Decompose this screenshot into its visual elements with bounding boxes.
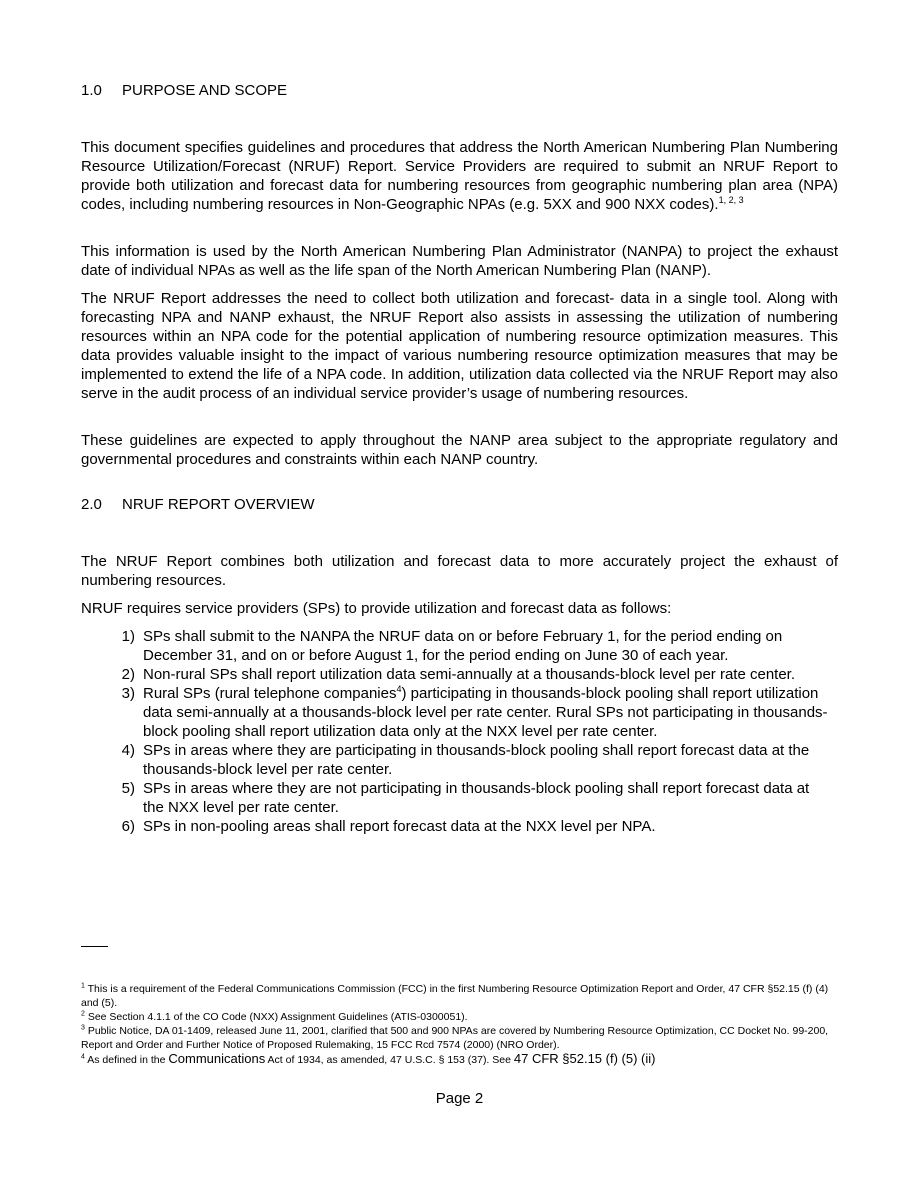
purpose-paragraph-1: This document specifies guidelines and procedures that address the North American Numbering Plan Numbering Resource Utilization/Forecast (NRUF) Report. Service Providers are required to submit an NRUF Report to provide both utilization and forecast data for numbering resources from geographic numbering plan area (NPA) codes, including numbering resources in Non-Geographic NPAs (e.g. 5XX and 900 NXX codes).$^{1, 2, 3}$ [81, 139, 838, 213]
list-number: 2) [121, 666, 135, 683]
section-title: NRUF REPORT OVERVIEW [122, 496, 315, 513]
list-item [81, 665, 838, 684]
section-title: PURPOSE AND SCOPE [122, 82, 288, 99]
requirements-list [81, 627, 838, 836]
list-item [81, 817, 838, 836]
list-number: 3) [121, 685, 135, 702]
footnote-2: $^2$ See Section 4.1.1 of the CO Code (NXX) Assignment Guidelines (ATIS-0300051). [81, 1010, 468, 1023]
list-text: SPs in non-pooling areas shall report forecast data at the NXX level per NPA. [143, 818, 656, 835]
section-heading-purpose [81, 82, 287, 100]
footnote-separator [81, 946, 108, 947]
list-item [81, 627, 838, 665]
overview-paragraph-2: NRUF requires service providers (SPs) to provide utilization and forecast data as follows: [81, 600, 672, 617]
list-number: 1) [121, 628, 135, 645]
list-text: SPs shall submit to the NANPA the NRUF data on or before February 1, for the period ending on December 31, and on or before August 1, for the period ending on June 30 of each year. [143, 628, 783, 664]
list-text: Non-rural SPs shall report utilization data semi-annually at a thousands-block level per rate center. [143, 666, 796, 683]
document-page [81, 0, 838, 1188]
list-text: SPs in areas where they are not participating in thousands-block pooling shall report forecast data at the NXX level per rate center. [143, 780, 810, 816]
purpose-paragraph-4: These guidelines are expected to apply throughout the NANP area subject to the appropriate regulatory and governmental procedures and constraints within each NANP country. [81, 432, 838, 468]
section-number: 1.0 [81, 82, 102, 99]
list-item [81, 741, 838, 779]
footnote-ref[interactable]: 4 [396, 684, 402, 694]
list-number: 6) [121, 818, 135, 835]
footnote-1: $^1$ This is a requirement of the Federal Communications Commission (FCC) in the first Numbering Resource Optimization Report and Order, 47 CFR §52.15 (f) (4) and (5). [81, 982, 829, 1009]
section-number: 2.0 [81, 496, 102, 513]
section-heading-overview [81, 496, 315, 514]
overview-paragraph-1: The NRUF Report combines both utilization and forecast data to more accurately project the exhaust of numbering resources. [81, 553, 838, 589]
purpose-paragraph-3: The NRUF Report addresses the need to collect both utilization and forecast- data in a single tool. Along with forecasting NPA and NANP exhaust, the NRUF Report also assists in assessing the utilization of numbering resources within an NPA code for the potential application of numbering resource optimization measures. This data provides valuable insight to the impact of various numbering resource optimization measures that may be implemented to extend the life of a NPA code. In addition, utilization data collected via the NRUF Report may also serve in the audit process of an individual service provider’s usage of numbering resources. [81, 290, 838, 402]
list-item [81, 779, 838, 817]
list-item [81, 684, 838, 741]
purpose-paragraph-2: This information is used by the North American Numbering Plan Administrator (NANPA) to project the exhaust date of individual NPAs as well as the life span of the North American Numbering Plan (NANP). [81, 243, 838, 279]
footnote-4: $^4$ As defined in the Communications Act of 1934, as amended, 47 U.S.C. § 153 (37). See 47 CFR §52.15 (f) (5) (ii) [81, 1051, 656, 1066]
footnote-refs[interactable]: 1, 2, 3 [718, 195, 744, 205]
list-number: 4) [121, 742, 135, 759]
list-text: Rural SPs (rural telephone companies$^4$) participating in thousands-block pooling shall report utilization data semi-annually at a thousands-block level per rate center. Rural SPs not participating in thousands-block pooling shall report utilization data only at the NXX level per rate center. [143, 684, 828, 740]
footnotes [81, 982, 838, 1067]
footnote-3: $^3$ Public Notice, DA 01-1409, released June 11, 2001, clarified that 500 and 900 NPAs are covered by Numbering Resource Optimization, CC Docket No. 99-200, Report and Order and Further Notice of Proposed Rulemaking, 15 FCC Rcd 7574 (2000) (NRO Order). [81, 1024, 829, 1051]
list-number: 5) [121, 780, 135, 797]
list-text: SPs in areas where they are participating in thousands-block pooling shall report forecast data at the thousands-block level per rate center. [143, 742, 810, 778]
page-number: Page 2 [435, 1090, 484, 1107]
